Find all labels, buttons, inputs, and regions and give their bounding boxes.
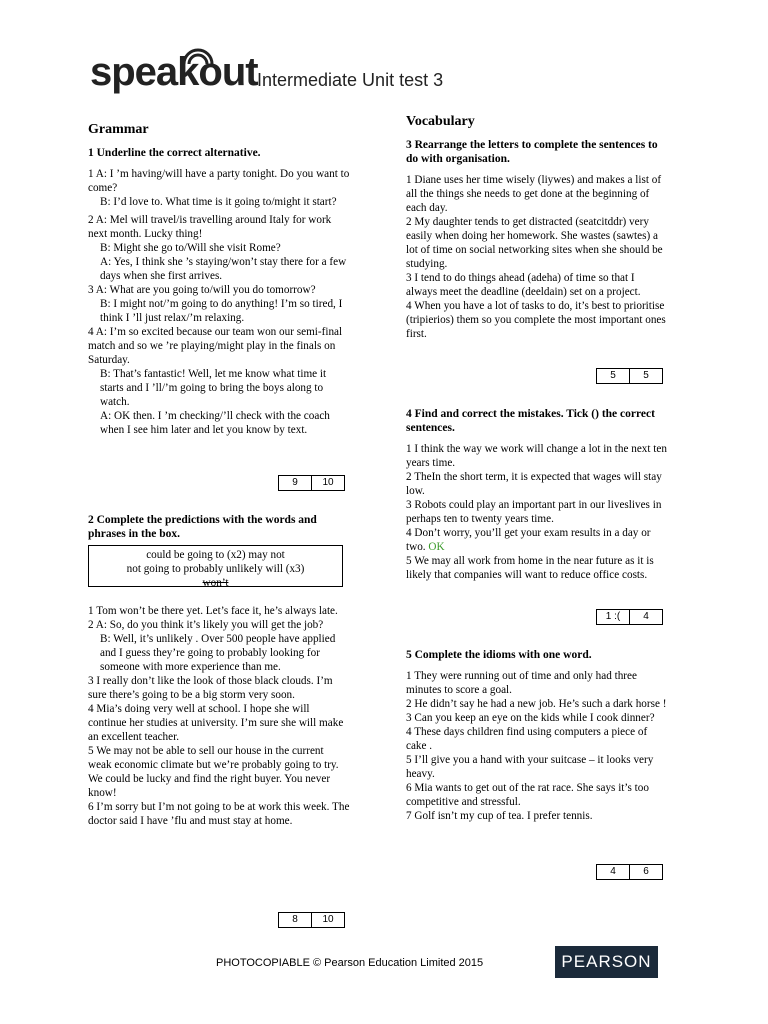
- ex3-item: 2 My daughter tends to get distracted (seatcitddr) very easily when doing her homework. She wastes (sawtes) a lot of time on social networking sites when she should be studying.: [406, 216, 663, 270]
- score-value: 9: [292, 477, 298, 488]
- ex5-item: 5 I’ll give you a hand with your suitcase – it looks very heavy.: [406, 754, 654, 780]
- ex4-item: 1 I think the way we work will change a lot in the next ten years time.: [406, 443, 667, 469]
- score-total: 10: [311, 476, 344, 490]
- ex1-item: 1 A: I ’m having/will have a party tonight. Do you want to come?: [88, 168, 350, 194]
- copyright-notice: PHOTOCOPIABLE © Pearson Education Limited 2015: [216, 957, 484, 969]
- ex1-item: 4 A: I’m so excited because our team won our semi-final match and so we ’re playing/might play in the finals on Saturday.: [88, 326, 343, 366]
- ex2-item: 2 A: So, do you think it’s likely you will get the job?: [88, 619, 324, 631]
- ex4-items: [406, 442, 668, 582]
- ex5-item: 1 They were running out of time and only had three minutes to score a goal.: [406, 670, 637, 696]
- ex2-item: B: Well, it’s unlikely . Over 500 people have applied and I guess they’re going to probably looking for someone with more experience than me.: [100, 633, 336, 673]
- score-value: 8: [292, 914, 298, 925]
- ex2-score: [278, 912, 345, 928]
- grammar-section: [88, 122, 350, 160]
- ex3-item: 3 I tend to do things ahead (adeha) of time so that I always meet the deadline (deeldain) set on a project.: [406, 272, 641, 298]
- ex3-item: 4 When you have a lot of tasks to do, it’s best to prioritise (tripierios) them so you complete the most important ones first.: [406, 300, 666, 340]
- ex1-items: [88, 167, 350, 437]
- word-box: [88, 545, 343, 587]
- ex1-item: B: Might she go to/Will she visit Rome?: [100, 242, 281, 254]
- ex1-instruction: 1 Underline the correct alternative.: [88, 147, 261, 159]
- ex4-item-text: 4 Don’t worry, you’ll get your exam results in a day or two.: [406, 527, 651, 553]
- ex3-instruction: 3 Rearrange the letters to complete the sentences to do with organisation.: [406, 139, 658, 165]
- ex4-item: 3 Robots could play an important part in our liveslives in perhaps ten to twenty years time.: [406, 499, 662, 525]
- ex4-score: [596, 609, 663, 625]
- ex1-score: [278, 475, 345, 491]
- ex2-item: 1 Tom won’t be there yet. Let’s face it, he’s always late.: [88, 605, 338, 617]
- page-title: Intermediate Unit test 3: [257, 70, 444, 90]
- ex1-item: B: I might not/’m going to do anything! I’m so tired, I think I ’ll just relax/’m relaxing.: [100, 298, 343, 324]
- speakout-logo: speakout: [90, 50, 258, 94]
- ex5-item: 3 Can you keep an eye on the kids while I cook dinner?: [406, 712, 655, 724]
- ex1-item: 2 A: Mel will travel/is travelling around Italy for work next month. Lucky thing!: [88, 214, 332, 240]
- ex5-item: 2 He didn’t say he had a new job. He’s such a dark horse !: [406, 698, 667, 710]
- ex2-item: 6 I’m sorry but I’m not going to be at work this week. The doctor said I have ’flu and must stay at home.: [88, 801, 350, 827]
- vocabulary-section: [406, 114, 668, 166]
- ex1-item: 3 A: What are you going to/will you do tomorrow?: [88, 284, 316, 296]
- score-value: 5: [610, 370, 616, 381]
- score-total: 10: [311, 913, 344, 927]
- ex2-items: [88, 604, 350, 828]
- ex5-instruction: 5 Complete the idioms with one word.: [406, 649, 592, 661]
- ex3-score: [596, 368, 663, 384]
- score-value: 4: [610, 866, 616, 877]
- word-box-line: could be going to (x2) may not: [146, 549, 285, 561]
- ex4-item: 5 We may all work from home in the near future as it is likely that companies will want to reduce office costs.: [406, 555, 654, 581]
- ex5-score: [596, 864, 663, 880]
- score-total: 5: [629, 369, 662, 383]
- ex4-instruction: 4 Find and correct the mistakes. Tick () the correct sentences.: [406, 408, 655, 434]
- ex5-item: 4 These days children find using computers a piece of cake .: [406, 726, 648, 752]
- ex2-instruction: 2 Complete the predictions with the words and phrases in the box.: [88, 514, 317, 540]
- ok-mark: OK: [428, 541, 445, 553]
- ex4-item: [406, 526, 668, 554]
- word-box-line: not going to probably unlikely will (x3): [126, 563, 305, 575]
- pearson-logo: PEARSON: [555, 946, 658, 978]
- grammar-heading: Grammar: [88, 122, 149, 137]
- score-value: 1 :(: [605, 611, 621, 622]
- ex1-item: A: OK then. I ’m checking/’ll check with the coach when I see him later and let you know by text.: [100, 410, 330, 436]
- ex2-item: 5 We may not be able to sell our house in the current weak economic climate but we’re probably going to try. We could be lucky and find the right buyer. You never know!: [88, 745, 339, 799]
- ex4-item: 2 TheIn the short term, it is expected that wages will stay low.: [406, 471, 662, 497]
- ex5-item: 7 Golf isn’t my cup of tea. I prefer tennis.: [406, 810, 593, 822]
- ex3-items: [406, 173, 668, 341]
- ex3-item: 1 Diane uses her time wisely (liywes) and makes a list of all the things she needs to get done at the beginning of each day.: [406, 174, 662, 214]
- ex5-items: [406, 669, 668, 823]
- score-total: 6: [629, 865, 662, 879]
- ex1-item: B: That’s fantastic! Well, let me know what time it starts and I ’ll/’m going to bring the boys along to watch.: [100, 368, 327, 408]
- ex2-item: 4 Mia’s doing very well at school. I hope she will continue her studies at university. I’m sure she will make an excellent teacher.: [88, 703, 344, 743]
- ex1-item: A: Yes, I think she ’s staying/won’t stay there for a few days when she first arrives.: [100, 256, 347, 282]
- score-total: 4: [629, 610, 662, 624]
- ex2-item: 3 I really don’t like the look of those black clouds. I’m sure there’s going to be a big storm very soon.: [88, 675, 333, 701]
- vocabulary-heading: Vocabulary: [406, 114, 475, 129]
- ex5-item: 6 Mia wants to get out of the rat race. She says it’s too competitive and stressful.: [406, 782, 649, 808]
- word-box-line: won’t: [202, 577, 229, 589]
- ex1-item: B: I’d love to. What time is it going to/might it start?: [100, 196, 337, 208]
